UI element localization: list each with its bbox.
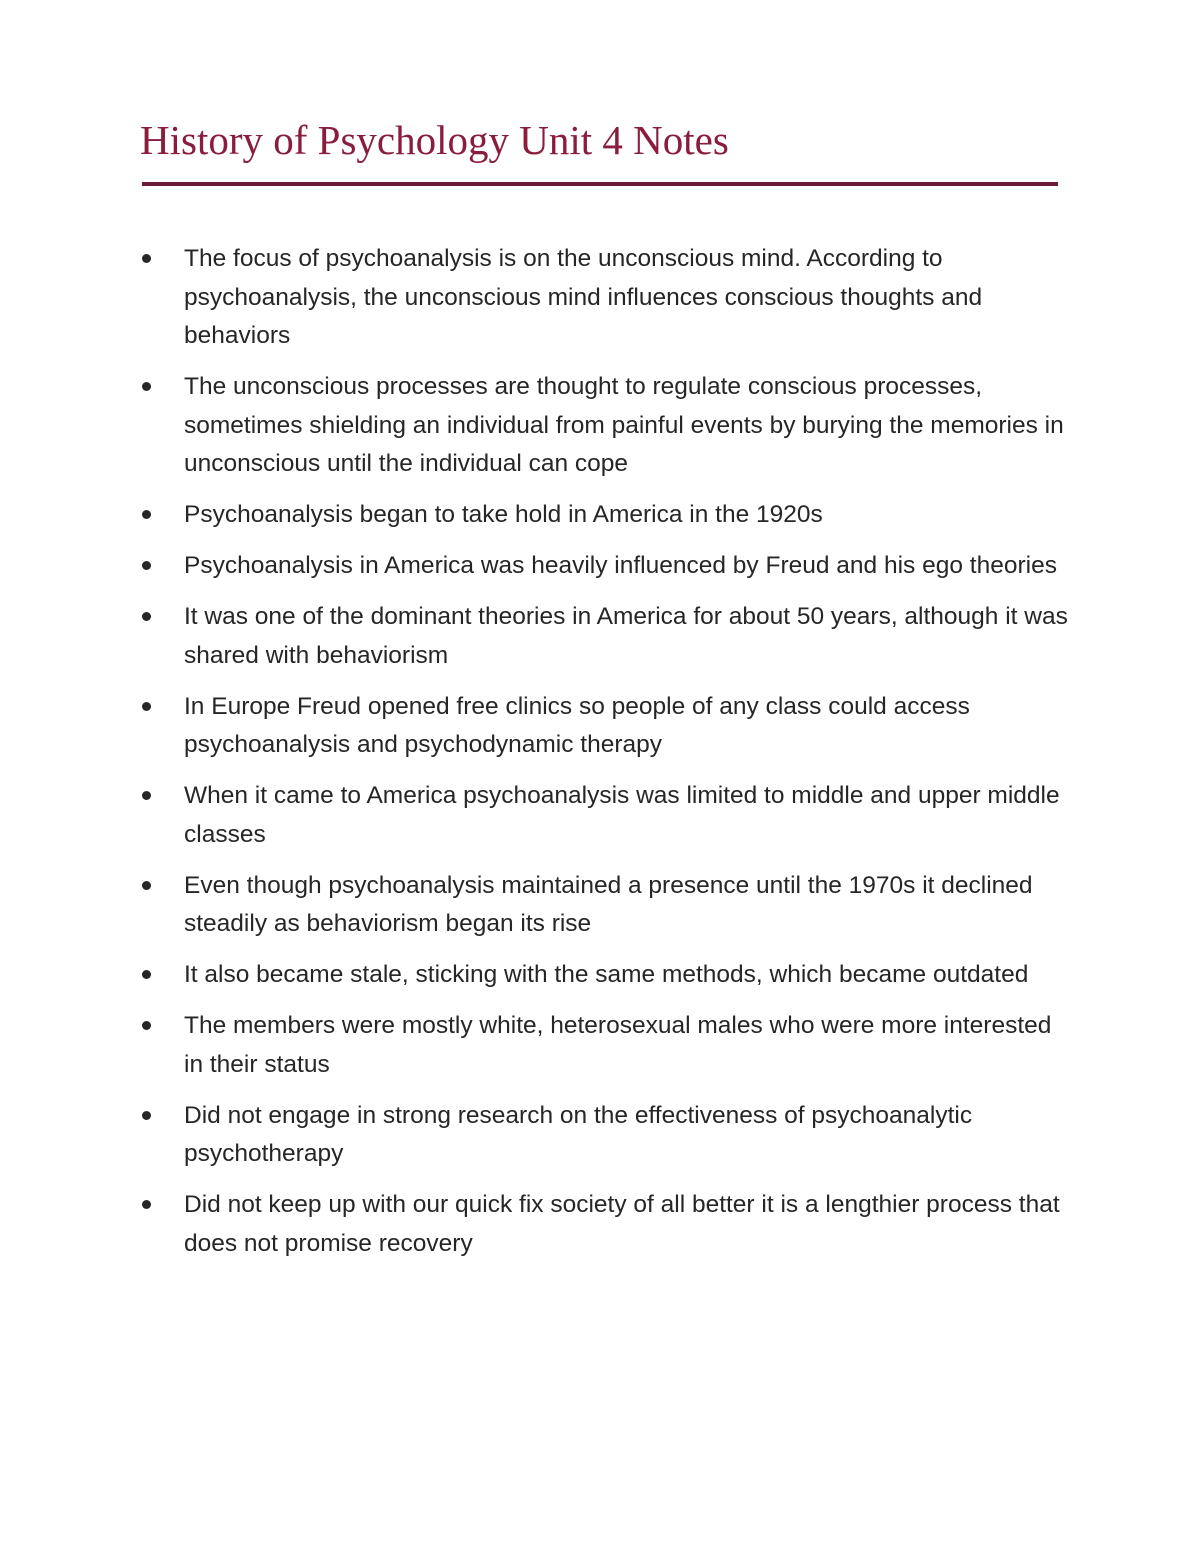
note-text: Psychoanalysis began to take hold in America in the 1920s — [184, 501, 823, 528]
note-item — [0, 1097, 1069, 1174]
bullet-icon — [142, 382, 151, 391]
note-item — [0, 688, 1069, 765]
note-text: Psychoanalysis in America was heavily influenced by Freud and his ego theories — [184, 552, 1057, 579]
note-text: Even though psychoanalysis maintained a presence until the 1970s it declined steadily as behaviorism began its rise — [184, 871, 1033, 937]
bullet-icon — [142, 510, 151, 519]
bullet-icon — [142, 1021, 151, 1030]
bullet-icon — [142, 702, 151, 711]
note-text: In Europe Freud opened free clinics so people of any class could access psychoanalysis and psychodynamic therapy — [184, 692, 970, 758]
note-item — [0, 547, 1069, 586]
note-item — [0, 496, 1069, 535]
bullet-icon — [142, 1111, 151, 1120]
note-text: It was one of the dominant theories in America for about 50 years, although it was shared with behaviorism — [184, 603, 1068, 669]
note-text: It also became stale, sticking with the same methods, which became outdated — [184, 961, 1029, 988]
note-text: The focus of psychoanalysis is on the unconscious mind. According to psychoanalysis, the unconscious mind influences conscious thoughts and behaviors — [184, 245, 983, 349]
bullet-icon — [142, 612, 151, 621]
notes-list — [0, 240, 1200, 1276]
note-text: Did not engage in strong research on the effectiveness of psychoanalytic psychotherapy — [184, 1101, 973, 1167]
bullet-icon — [142, 791, 151, 800]
title-divider — [142, 182, 1058, 186]
note-item — [0, 1186, 1069, 1263]
bullet-icon — [142, 561, 151, 570]
note-text: Did not keep up with our quick fix society of all better it is a lengthier process that does not promise recovery — [184, 1191, 1060, 1257]
note-item — [0, 1007, 1069, 1084]
note-text: The members were mostly white, heterosexual males who were more interested in their status — [184, 1012, 1052, 1078]
bullet-icon — [142, 254, 151, 263]
document-title: History of Psychology Unit 4 Notes — [140, 117, 729, 163]
note-item — [0, 240, 1069, 356]
note-item — [0, 956, 1069, 995]
bullet-icon — [142, 1200, 151, 1209]
note-item — [0, 777, 1069, 854]
note-text: When it came to America psychoanalysis was limited to middle and upper middle classes — [184, 782, 1060, 848]
note-item — [0, 598, 1069, 675]
bullet-icon — [142, 881, 151, 890]
note-text: The unconscious processes are thought to regulate conscious processes, sometimes shielding an individual from painful events by burying the memories in unconscious until the individual can cope — [184, 373, 1064, 477]
bullet-icon — [142, 970, 151, 979]
note-item — [0, 368, 1069, 484]
note-item — [0, 867, 1069, 944]
